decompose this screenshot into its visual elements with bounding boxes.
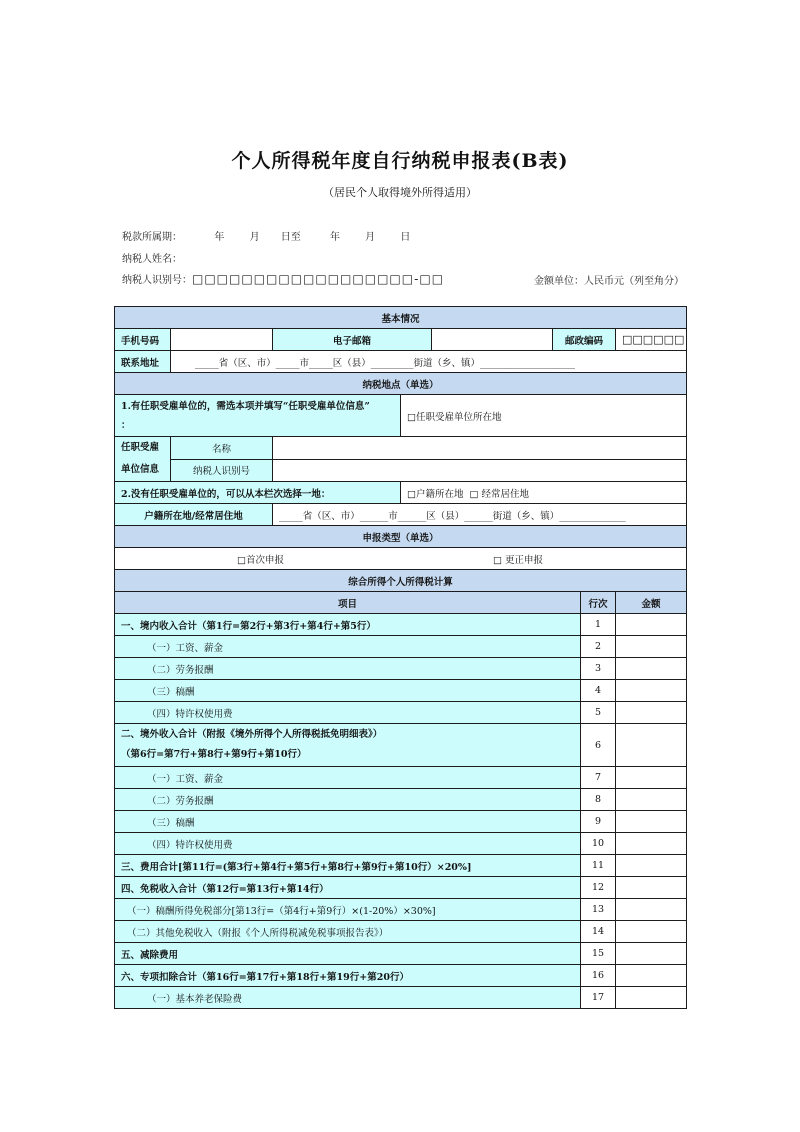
employer-name-input[interactable]	[273, 437, 687, 460]
email-label: 电子邮箱	[273, 329, 432, 351]
amount-input[interactable]	[616, 789, 687, 811]
row-label: （一）稿酬所得免税部分[第13行=（第4行+第9行）×(1-20%）×30%]	[115, 899, 581, 921]
amount-input[interactable]	[616, 965, 687, 987]
taxpayer-id-boxes[interactable]: □□□□□□□□□□□□□□□□□□-□□	[192, 272, 445, 286]
row-number: 13	[581, 899, 616, 921]
row-label: （四）特许权使用费	[115, 833, 581, 855]
employer-info-label: 任职受雇 单位信息	[115, 437, 171, 482]
row-label: （一）基本养老保险费	[115, 987, 581, 1009]
amount-input[interactable]	[616, 855, 687, 877]
employer-tin-input[interactable]	[273, 459, 687, 482]
row-label: 五、减除费用	[115, 943, 581, 965]
row-label: 二、境外收入合计（附报《境外所得个人所得税抵免明细表》） （第6行=第7行+第8行+第9行+第10行）	[115, 724, 581, 767]
row-number: 12	[581, 877, 616, 899]
amount-input[interactable]	[616, 899, 687, 921]
amount-input[interactable]	[616, 943, 687, 965]
option-residence-location[interactable]: □ 经常居住地	[469, 488, 530, 500]
row-label: （一）工资、薪金	[115, 767, 581, 789]
option-household-location[interactable]: □户籍所在地	[407, 488, 464, 500]
employer-option-note: 1.有任职受雇单位的，需选本项并填写“任职受雇单位信息” ：	[115, 395, 401, 437]
row-number: 14	[581, 921, 616, 943]
row-label: （一）工资、薪金	[115, 636, 581, 658]
declaration-options	[115, 548, 687, 570]
tax-period-label: 税款所属期：	[122, 232, 182, 243]
household-address-input[interactable]: _____省（区、市）______市______区（县）______街道（乡、镇）______________	[273, 504, 687, 526]
section-basic-info: 基本情况	[115, 307, 687, 329]
postcode-input[interactable]: □□□□□□	[616, 329, 687, 351]
taxpayer-id-label: 纳税人识别号：	[122, 275, 192, 286]
col-header-amount: 金额	[616, 592, 687, 614]
amount-input[interactable]	[616, 724, 687, 767]
row-label: 三、费用合计[第11行=(第3行+第4行+第5行+第8行+第9行+第10行）×20%]	[115, 855, 581, 877]
row-label: （二）劳务报酬	[115, 658, 581, 680]
row-number: 5	[581, 702, 616, 724]
amount-input[interactable]	[616, 833, 687, 855]
option-first-filing[interactable]: □首次申报	[237, 555, 284, 566]
form-title: 个人所得税年度自行纳税申报表(B表)	[231, 150, 569, 172]
amount-input[interactable]	[616, 811, 687, 833]
row-number: 11	[581, 855, 616, 877]
col-header-row-no: 行次	[581, 592, 616, 614]
amount-input[interactable]	[616, 987, 687, 1009]
employer-name-label: 名称	[171, 437, 273, 460]
row-number: 17	[581, 987, 616, 1009]
row-label: 四、免税收入合计（第12行=第13行+第14行）	[115, 877, 581, 899]
tax-period-line: 税款所属期： 年 月 日至 年 月 日	[122, 232, 411, 243]
postcode-label: 邮政编码	[553, 329, 616, 351]
row-label: 一、境内收入合计（第1行=第2行+第3行+第4行+第5行）	[115, 614, 581, 636]
amount-input[interactable]	[616, 680, 687, 702]
row-number: 1	[581, 614, 616, 636]
row-number: 3	[581, 658, 616, 680]
tax-return-form	[114, 306, 687, 1009]
row-number: 16	[581, 965, 616, 987]
option-employer-location[interactable]: □任职受雇单位所在地	[401, 395, 687, 437]
amount-input[interactable]	[616, 614, 687, 636]
no-employer-option-note: 2.没有任职受雇单位的，可以从本栏次选择一地：	[115, 482, 401, 504]
row-number: 15	[581, 943, 616, 965]
section-declaration-type: 申报类型（单选）	[115, 526, 687, 548]
row-label: （二）劳务报酬	[115, 789, 581, 811]
row-number: 9	[581, 811, 616, 833]
amount-input[interactable]	[616, 636, 687, 658]
section-computation: 综合所得个人所得税计算	[115, 570, 687, 592]
amount-input[interactable]	[616, 877, 687, 899]
employer-tin-label: 纳税人识别号	[171, 459, 273, 482]
row-number: 6	[581, 724, 616, 767]
email-input[interactable]	[432, 329, 553, 351]
phone-input[interactable]	[171, 329, 273, 351]
amount-unit: 金额单位：人民币元（列至角分）	[534, 276, 684, 287]
amount-input[interactable]	[616, 767, 687, 789]
location-options	[401, 482, 687, 504]
amount-input[interactable]	[616, 658, 687, 680]
taxpayer-id-line	[122, 271, 444, 286]
row-label: （四）特许权使用费	[115, 702, 581, 724]
row-label: （三）稿酬	[115, 811, 581, 833]
row-label: 六、专项扣除合计（第16行=第17行+第18行+第19行+第20行）	[115, 965, 581, 987]
amount-input[interactable]	[616, 702, 687, 724]
household-address-label: 户籍所在地/经常居住地	[115, 504, 273, 526]
row-label: （二）其他免税收入（附报《个人所得税减免税事项报告表》）	[115, 921, 581, 943]
address-input[interactable]: _____省（区、市）_____市_____区（县）_________街道（乡、镇）____________________	[171, 351, 687, 373]
row-number: 10	[581, 833, 616, 855]
form-subtitle: （居民个人取得境外所得适用）	[323, 186, 477, 199]
row-number: 8	[581, 789, 616, 811]
row-label: （三）稿酬	[115, 680, 581, 702]
address-label: 联系地址	[115, 351, 171, 373]
row-number: 2	[581, 636, 616, 658]
section-tax-location: 纳税地点（单选）	[115, 373, 687, 395]
option-corrected-filing[interactable]: □ 更正申报	[493, 555, 543, 566]
col-header-item: 项目	[115, 592, 581, 614]
taxpayer-name-label: 纳税人姓名：	[122, 254, 182, 265]
phone-label: 手机号码	[115, 329, 171, 351]
amount-input[interactable]	[616, 921, 687, 943]
row-number: 4	[581, 680, 616, 702]
row-number: 7	[581, 767, 616, 789]
